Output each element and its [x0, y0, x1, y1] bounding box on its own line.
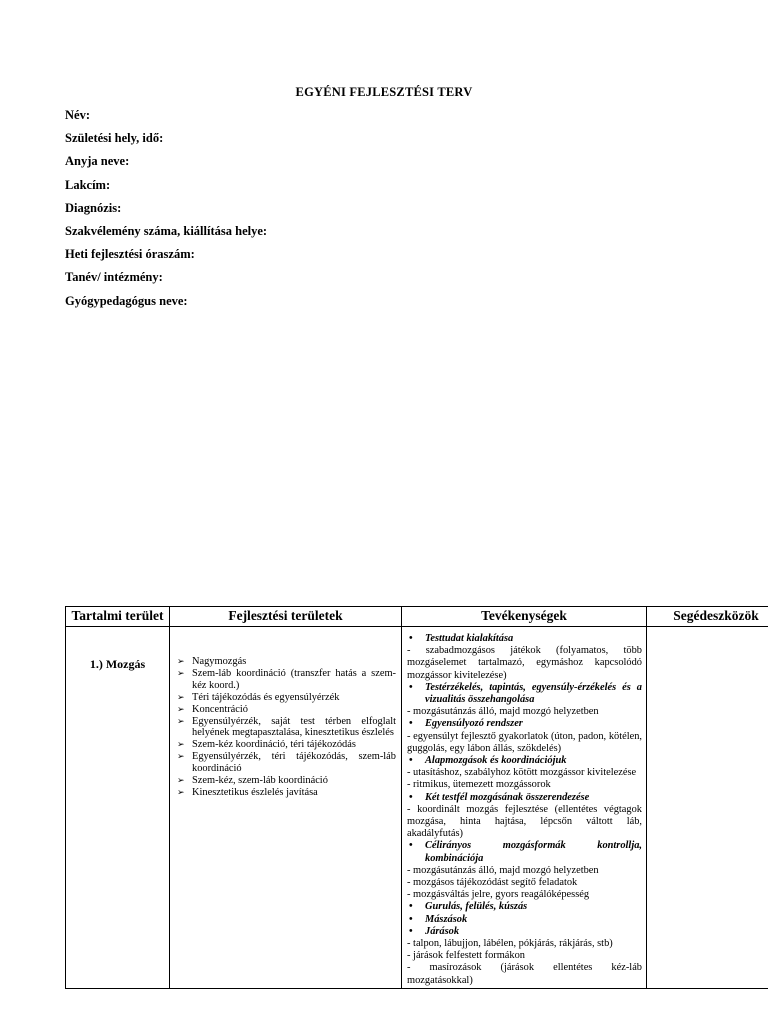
activity-line: - mozgásutánzás álló, majd mozgó helyzetben [407, 864, 599, 876]
field-name-label: Név: [65, 108, 90, 122]
development-item-text: Nagymozgás [192, 656, 247, 667]
activity-heading-text: Gurulás, felülés, kúszás [425, 901, 528, 913]
activity-line: - ritmikus, ütemezett mozgássorok [407, 779, 551, 791]
list-item [175, 787, 396, 799]
list-item [175, 775, 396, 787]
bullet-icon: • [409, 755, 413, 767]
arrow-bullet-icon: ➢ [177, 656, 185, 666]
field-address-label: Lakcím: [65, 177, 111, 192]
activity-heading [407, 718, 642, 730]
arrow-bullet-icon: ➢ [177, 751, 185, 762]
bullet-icon: • [409, 681, 413, 693]
field-birth-label: Születési hely, idő: [65, 131, 164, 146]
activity-line: - mozgásutánzás álló, majd mozgó helyzetben [407, 706, 599, 718]
header-tools: Segédeszközök [647, 607, 768, 627]
development-item-text: Egyensúlyérzék, téri tájékozódás, szem-láb koordináció [192, 751, 396, 775]
activity-heading [407, 840, 642, 864]
activity-heading-text: Mászások [425, 913, 468, 925]
table-row [66, 627, 768, 989]
arrow-bullet-icon: ➢ [177, 786, 185, 797]
bullet-icon: • [409, 718, 413, 730]
list-item [175, 751, 396, 775]
activity-line: - mozgásos tájékozódást segítő feladatok [407, 877, 578, 889]
activity-line: - egyensúlyt fejlesztő gyakorlatok (úton, padon, kötélen, guggolás, egy lábon állás, szökdelés) [407, 730, 642, 754]
activity-line: - járások felfestett formákon [407, 950, 526, 962]
bullet-icon: • [409, 791, 413, 803]
header-development-areas: Fejlesztési területek [170, 607, 402, 627]
development-item-text: Téri tájékozódás és egyensúlyérzék [192, 691, 340, 703]
header-content-area: Tartalmi terület [66, 607, 170, 627]
activity-heading-text: Egyensúlyozó rendszer [425, 718, 523, 730]
list-item [175, 716, 396, 740]
development-plan-table [65, 606, 768, 989]
activity-heading-text: Járások [425, 925, 460, 937]
development-item-text: Kinesztetikus észlelés javítása [192, 786, 318, 798]
personal-data-fields [65, 108, 267, 317]
development-item-text: Koncentráció [192, 703, 248, 715]
bullet-icon: • [409, 913, 413, 925]
activity-line: - masírozások (járások ellentétes kéz-láb mozgatásokkal) [407, 962, 642, 986]
header-activities: Tevékenységek [402, 607, 647, 627]
activity-heading-text: Célirányos mozgásformák kontrollja, kombinációja [425, 840, 642, 864]
activity-line: - mozgásváltás jelre, gyors reagálóképesség [407, 889, 590, 901]
activity-heading-text: Testérzékelés, tapintás, egyensúly-érzékelés és a vizualitás összehangolása [425, 681, 642, 706]
activity-line: - talpon, lábujjon, lábélen, pókjárás, rákjárás, stb) [407, 938, 613, 950]
field-diagnosis-label: Diagnózis: [65, 200, 122, 215]
field-mother-label: Anyja neve: [65, 154, 130, 169]
area-cell: 1.) Mozgás [66, 627, 170, 989]
arrow-bullet-icon: ➢ [177, 715, 185, 726]
list-item [175, 668, 396, 692]
field-teacher-label: Gyógypedagógus neve: [65, 293, 188, 308]
activity-line: - koordinált mozgás fejlesztése (ellentétes végtagok mozgása, hinta hajtása, lépcsőn váltott láb, akadályfutás) [407, 803, 642, 840]
development-item-text: Szem-láb koordináció (transzfer hatás a szem-kéz koord.) [192, 667, 396, 691]
bullet-icon: • [409, 840, 413, 852]
activity-heading [407, 682, 642, 706]
list-item [175, 704, 396, 716]
development-cell [170, 627, 402, 989]
activity-heading [407, 792, 642, 804]
activity-heading [407, 914, 642, 926]
development-item-text: Egyensúlyérzék, saját test térben elfoglalt helyének megtapasztalása, kinesztetikus észlelés [192, 715, 396, 739]
activity-heading [407, 926, 642, 938]
activities-cell [402, 627, 647, 989]
list-item [175, 739, 396, 751]
table-header-row [66, 607, 768, 627]
activity-heading-text: Két testfél mozgásának összerendezése [425, 791, 590, 803]
field-weekly-hours-label: Heti fejlesztési óraszám: [65, 247, 195, 262]
activities-list [403, 628, 645, 987]
field-expert-opinion-label: Szakvélemény száma, kiállítása helye: [65, 223, 268, 238]
activity-heading [407, 901, 642, 913]
activity-heading-text: Alapmozgások és koordinációjuk [425, 755, 567, 767]
development-list [171, 628, 400, 799]
development-item-text: Szem-kéz, szem-láb koordináció [192, 775, 328, 787]
activity-line: - utasításhoz, szabályhoz kötött mozgássor kivitelezése [407, 767, 637, 779]
list-item [175, 656, 396, 668]
field-school-year-label: Tanév/ intézmény: [65, 270, 163, 285]
activity-heading [407, 755, 642, 767]
document-title: EGYÉNI FEJLESZTÉSI TERV [295, 85, 473, 99]
tools-cell [647, 627, 768, 989]
list-item [175, 692, 396, 704]
development-item-text: Szem-kéz koordináció, téri tájékozódás [192, 739, 356, 751]
arrow-bullet-icon: ➢ [177, 703, 185, 714]
bullet-icon: • [409, 633, 413, 644]
activity-heading [407, 633, 642, 645]
activity-line: - szabadmozgásos játékok (folyamatos, több mozgáselemet tartalmazó, egymáshoz kapcsolódó mozgássor kivitelezése) [407, 645, 642, 681]
activity-heading-text: Testtudat kialakítása [425, 633, 514, 644]
bullet-icon: • [409, 925, 413, 937]
arrow-bullet-icon: ➢ [177, 775, 185, 786]
arrow-bullet-icon: ➢ [177, 691, 185, 702]
arrow-bullet-icon: ➢ [177, 739, 185, 750]
arrow-bullet-icon: ➢ [177, 667, 185, 678]
bullet-icon: • [409, 901, 413, 913]
